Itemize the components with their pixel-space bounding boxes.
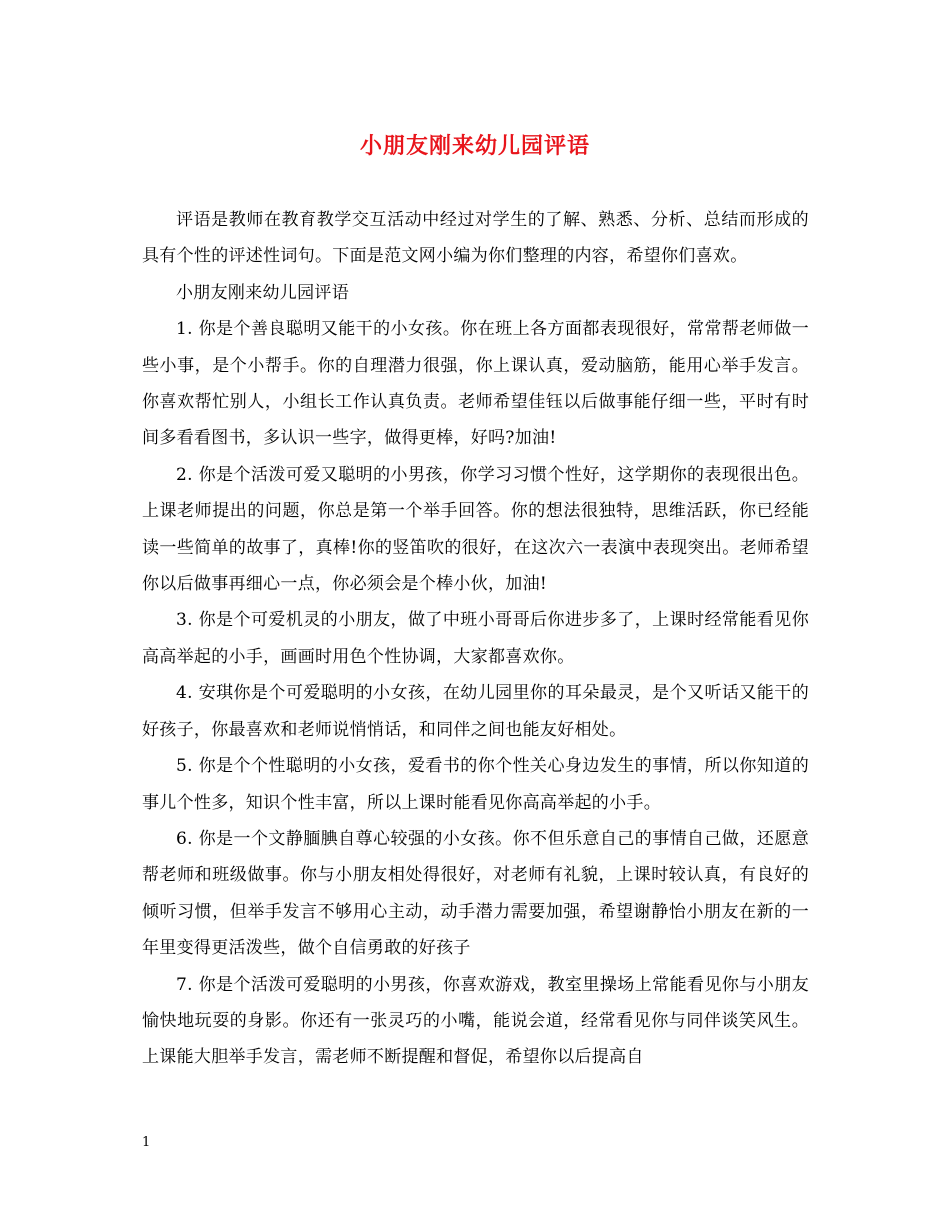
document-title: 小朋友刚来幼儿园评语 xyxy=(359,133,590,159)
document-body xyxy=(142,202,809,1076)
page-number: 1 xyxy=(142,1135,151,1150)
comment-paragraph-7: 7. 你是个活泼可爱聪明的小男孩，你喜欢游戏，教室里操场上常能看见你与小朋友愉快地玩耍的身影。你还有一张灵巧的小嘴，能说会道，经常看见你与同伴谈笑风生。上课能大胆举手发言，需老师不断提醒和督促，希望你以后提高自 xyxy=(142,974,809,1068)
comment-paragraph-2: 2. 你是个活泼可爱又聪明的小男孩，你学习习惯个性好，这学期你的表现很出色。上课老师提出的问题，你总是第一个举手回答。你的想法很独特，思维活跃，你已经能读一些简单的故事了，真棒!你的竖笛吹的很好，在这次六一表演中表现突出。老师希望你以后做事再细心一点，你必须会是个棒小伙，加油! xyxy=(142,464,809,595)
comment-paragraph-5: 5. 你是个个性聪明的小女孩，爱看书的你个性关心身边发生的事情，所以你知道的事儿个性多，知识个性丰富，所以上课时能看见你高高举起的小手。 xyxy=(142,756,809,813)
comment-paragraph-3: 3. 你是个可爱机灵的小朋友，做了中班小哥哥后你进步多了，上课时经常能看见你高高举起的小手，画画时用色个性协调，大家都喜欢你。 xyxy=(142,610,809,667)
comment-paragraph-6: 6. 你是一个文静腼腆自尊心较强的小女孩。你不但乐意自己的事情自己做，还愿意帮老师和班级做事。你与小朋友相处得很好，对老师有礼貌，上课时较认真，有良好的倾听习惯，但举手发言不够用心主动，动手潜力需要加强，希望谢静怡小朋友在新的一年里变得更活泼些，做个自信勇敢的好孩子 xyxy=(142,828,809,959)
comment-paragraph-1: 1. 你是个善良聪明又能干的小女孩。你在班上各方面都表现很好，常常帮老师做一些小事，是个小帮手。你的自理潜力很强，你上课认真，爱动脑筋，能用心举手发言。你喜欢帮忙别人，小组长工作认真负责。老师希望佳钰以后做事能仔细一些，平时有时间多看看图书，多认识一些字，做得更棒，好吗?加油! xyxy=(142,319,809,449)
comment-paragraph-4: 4. 安琪你是个可爱聪明的小女孩，在幼儿园里你的耳朵最灵，是个又听话又能干的好孩子，你最喜欢和老师说悄悄话，和同伴之间也能友好相处。 xyxy=(142,683,809,740)
section-heading: 小朋友刚来幼儿园评语 xyxy=(176,282,349,303)
intro-paragraph: 评语是教师在教育教学交互活动中经过对学生的了解、熟悉、分析、总结而形成的具有个性的评述性词句。下面是范文网小编为你们整理的内容，希望你们喜欢。 xyxy=(142,210,809,267)
